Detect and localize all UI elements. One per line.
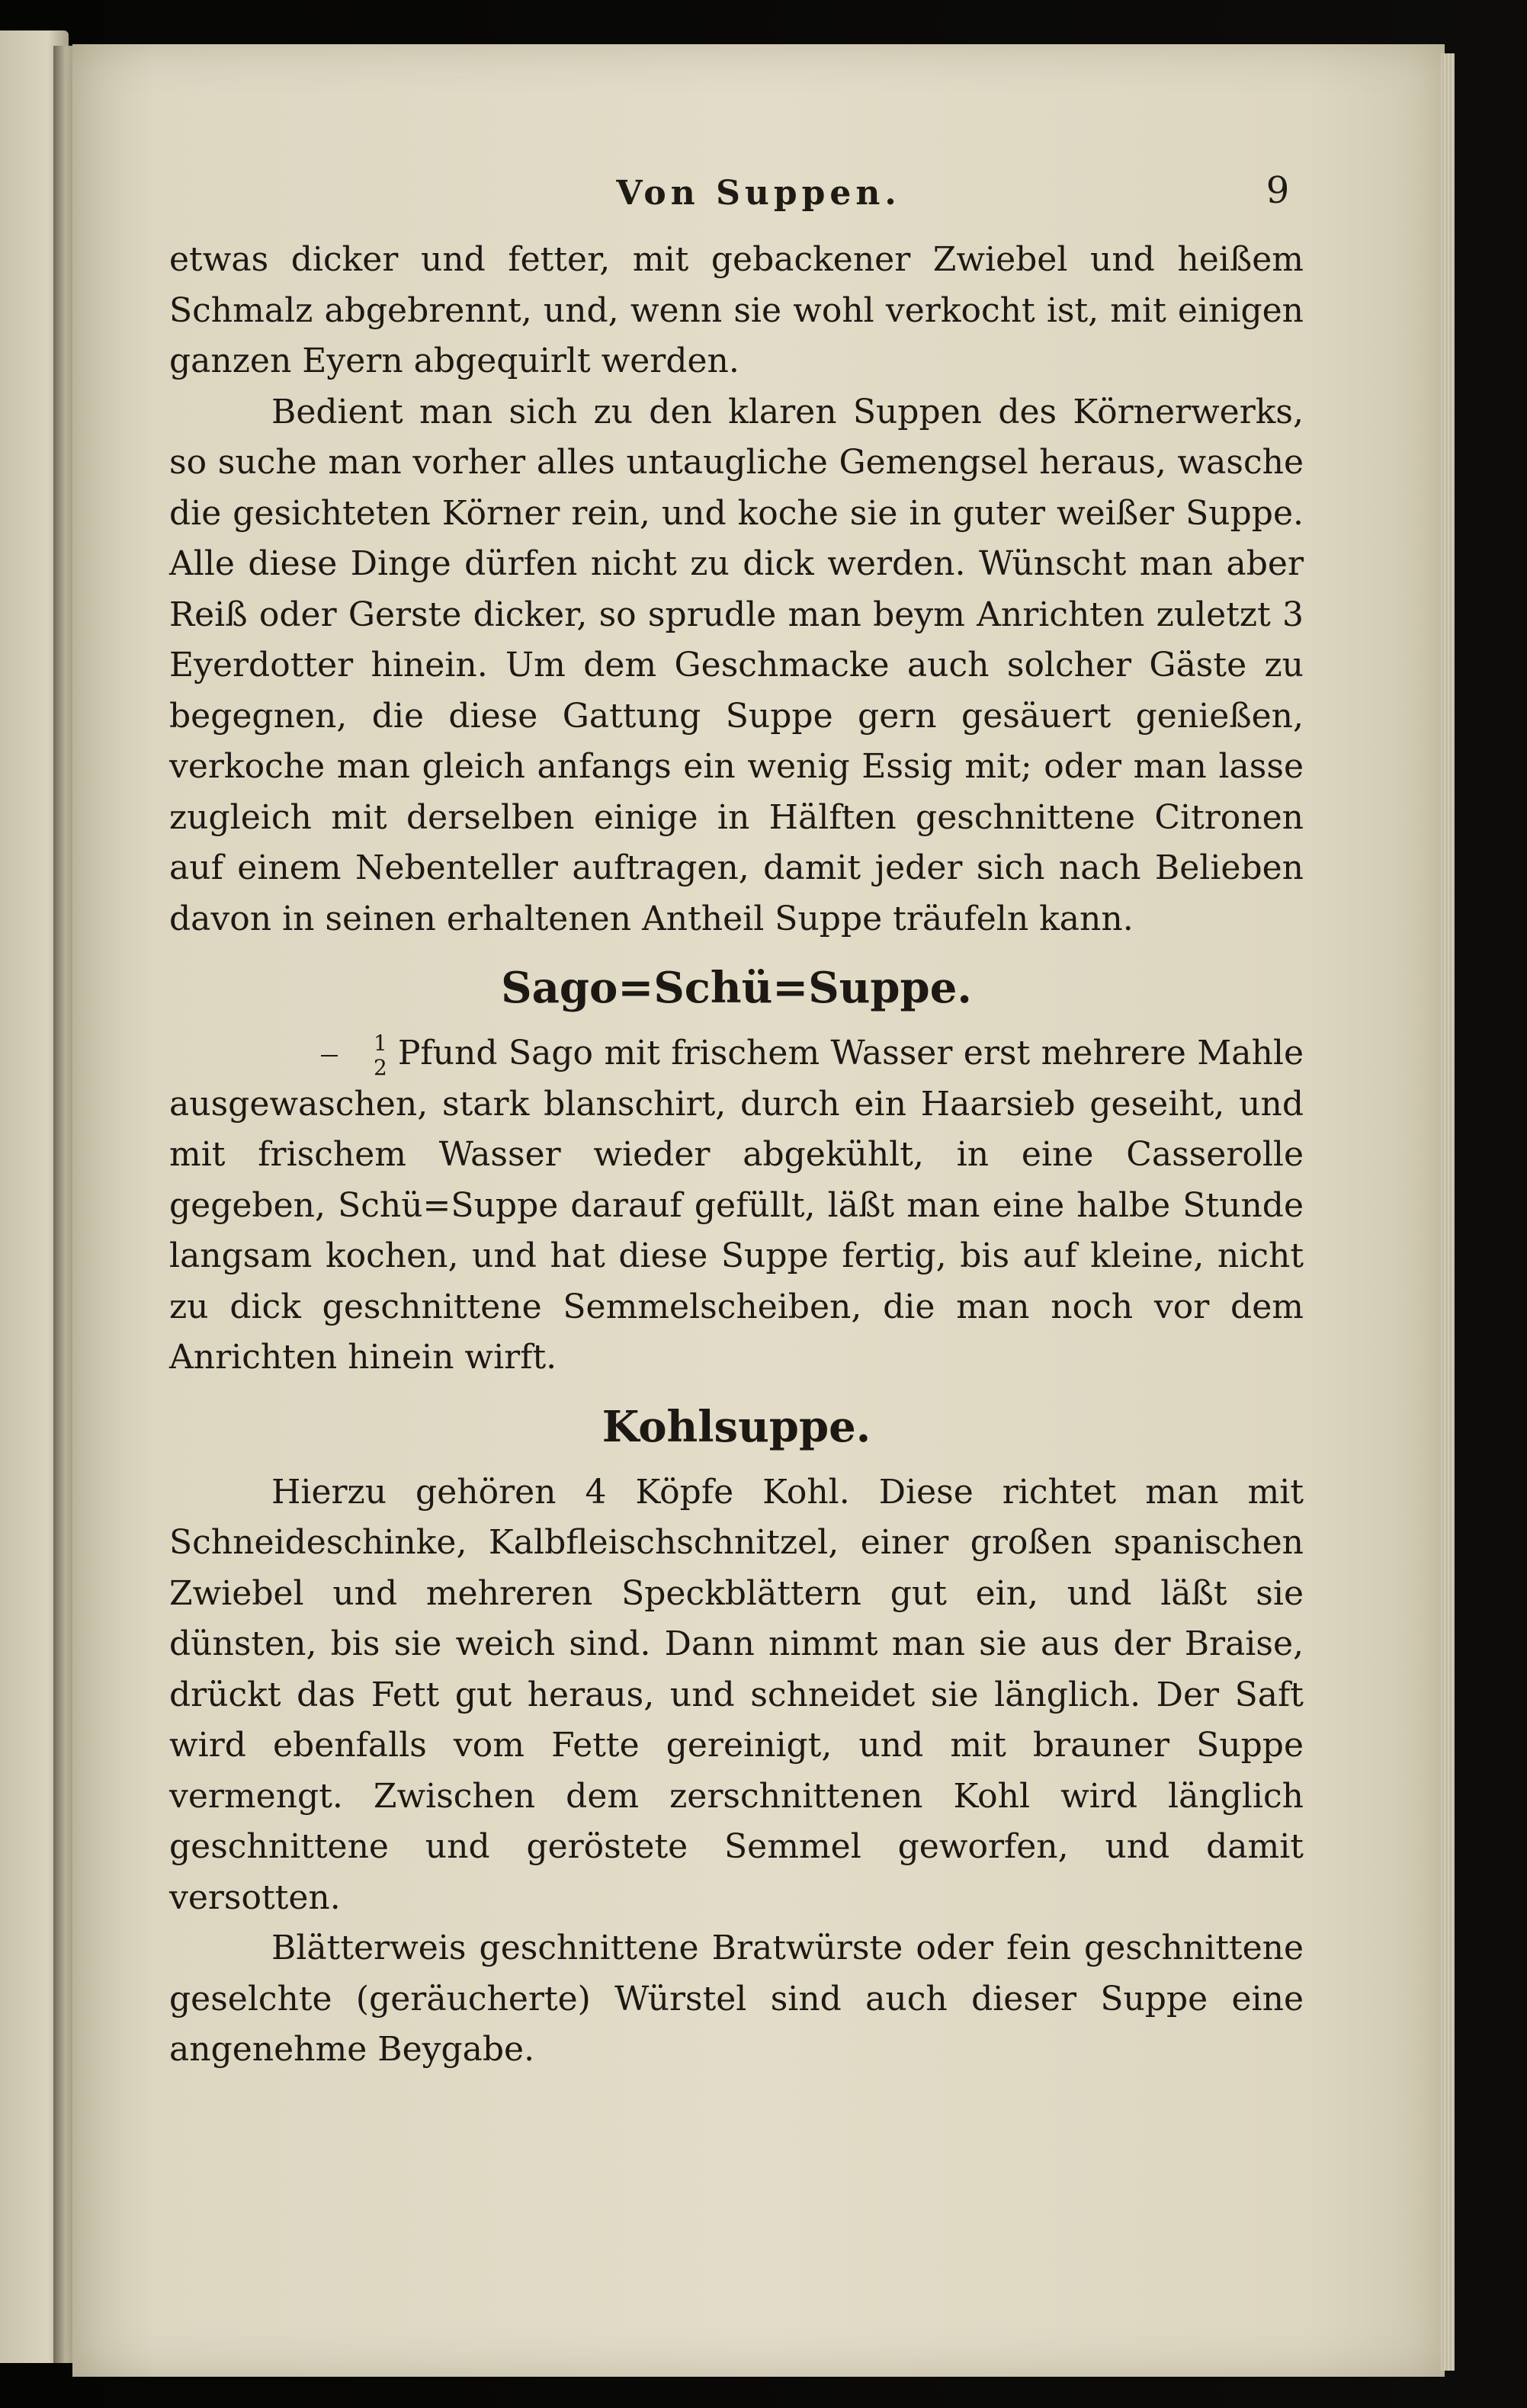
fraction-half — [271, 1030, 387, 1080]
heading-kohlsuppe: Kohlsuppe. — [601, 1401, 871, 1452]
text-block — [169, 235, 1304, 2076]
fraction-numerator: 1 — [374, 1030, 387, 1056]
heading-sago-suppe: Sago=Schü=Suppe. — [501, 963, 972, 1013]
page-stack-edge — [1441, 53, 1455, 2371]
fraction-denominator: 2 — [374, 1054, 387, 1080]
fraction-bar — [321, 1055, 338, 1057]
paragraph-bratwuerste: Blätterweis geschnittene Bratwürste oder fein geschnittene geselchte (geräucherte) Würstel sind auch dieser Suppe eine angenehme Beygabe. — [169, 1929, 1304, 2069]
paragraph-continued: etwas dicker und fetter, mit gebackener Zwiebel und heißem Schmalz abgebrennt, und, wenn sie wohl verkocht ist, mit einigen ganzen Eyern abgequirlt werden. — [169, 240, 1304, 380]
running-head: Von Suppen. — [616, 174, 901, 213]
paragraph-sago — [169, 1028, 1304, 1384]
paragraph-sago-text: Pfund Sago mit frischem Wasser erst mehrere Mahle ausgewaschen, stark blanschirt, durch ein Haarsieb geseiht, und mit frischem Wasser wieder abgekühlt, in eine Casserolle gegeben, Schü=Suppe darauf gefüllt, läßt man eine halbe Stunde langsam kochen, und hat diese Suppe fertig, bis auf kleine, nicht zu dick geschnittene Semmelscheiben, die man noch vor dem Anrichten hinein wirft. — [169, 1034, 1304, 1377]
paragraph-koernerwerk: Bedient man sich zu den klaren Suppen des Körnerwerks, so suche man vorher alles untaugliche Gemengsel heraus, wasche die gesichteten Körner rein, und koche sie in guter weißer Suppe. Alle diese Dinge dürfen nicht zu dick werden. Wünscht man aber Reiß oder Gerste dicker, so sprudle man beym Anrichten zuletzt 3 Eyerdotter hinein. Um dem Geschmacke auch solcher Gäste zu begegnen, die diese Gattung Suppe gern gesäuert genießen, verkoche man gleich anfangs ein wenig Essig mit; oder man lasse zugleich mit derselben einige in Hälften geschnittene Citronen auf einem Nebenteller auftragen, damit jeder sich nach Belieben davon in seinen erhaltenen Antheil Suppe träufeln kann. — [169, 392, 1304, 938]
page-number: 9 — [1266, 169, 1290, 212]
paragraph-kohl: Hierzu gehören 4 Köpfe Kohl. Diese richtet man mit Schneideschinke, Kalbfleischschnitzel, einer großen spanischen Zwiebel und mehreren Speckblättern gut ein, und läßt sie dünsten, bis sie weich sind. Dann nimmt man sie aus der Braise, drückt das Fett gut heraus, und schneidet sie länglich. Der Saft wird ebenfalls vom Fette gereinigt, und mit brauner Suppe vermengt. Zwischen dem zerschnittenen Kohl wird länglich geschnittene und geröstete Semmel geworfen, und damit versotten. — [169, 1472, 1304, 1917]
